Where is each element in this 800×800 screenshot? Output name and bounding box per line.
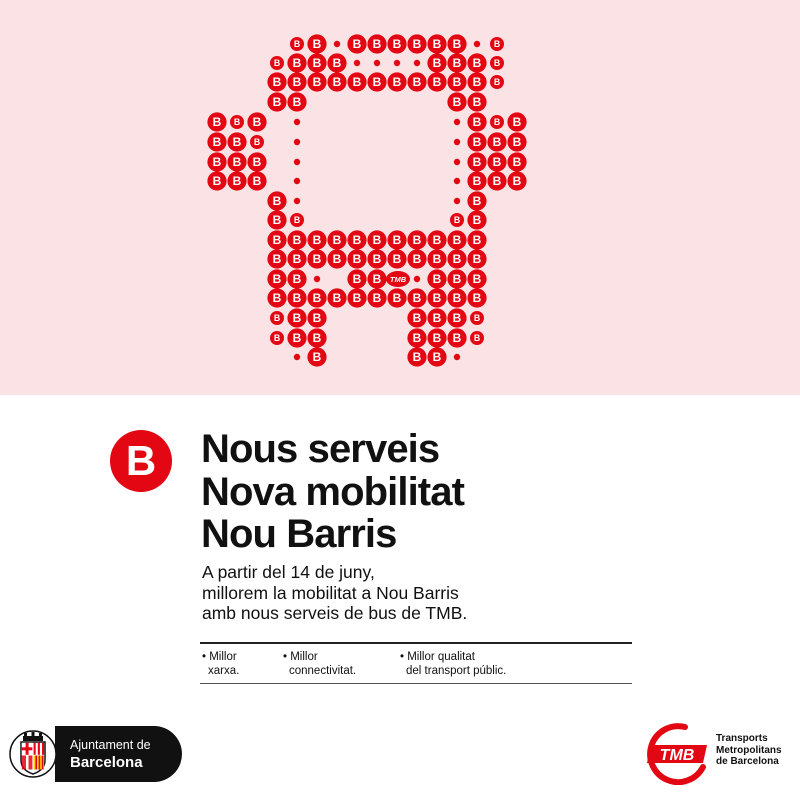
benefit-line1: • Millor bbox=[283, 651, 318, 663]
bus-dot-badge bbox=[427, 230, 446, 249]
svg-text:B: B bbox=[472, 174, 482, 189]
intro-line: millorem la mobilitat a Nou Barris bbox=[202, 582, 459, 603]
bus-dot-badge bbox=[334, 41, 340, 47]
svg-text:B: B bbox=[432, 291, 442, 306]
bus-dot-badge bbox=[427, 72, 446, 91]
benefit-line2: del transport públic. bbox=[406, 664, 507, 677]
svg-text:B: B bbox=[492, 155, 502, 170]
svg-text:B: B bbox=[292, 252, 302, 267]
svg-text:B: B bbox=[392, 37, 402, 52]
svg-text:B: B bbox=[212, 115, 222, 130]
benefit-line2: xarxa. bbox=[208, 664, 240, 677]
bus-dot-badge bbox=[407, 72, 426, 91]
bus-dot-badge bbox=[407, 308, 426, 327]
svg-text:B: B bbox=[512, 135, 522, 150]
bus-dot-badge bbox=[307, 230, 326, 249]
bus-dot-badge bbox=[367, 269, 386, 288]
bus-dot-badge bbox=[207, 132, 226, 151]
bus-dot-badge bbox=[247, 152, 266, 171]
bus-dot-badge bbox=[367, 230, 386, 249]
bus-dot-badge bbox=[327, 288, 346, 307]
svg-text:B: B bbox=[412, 311, 422, 326]
svg-text:B: B bbox=[332, 75, 342, 90]
bus-dot-badge bbox=[287, 308, 306, 327]
bus-dot-badge bbox=[294, 139, 300, 145]
bus-plate-tmb bbox=[386, 271, 410, 287]
bus-dot-badge bbox=[427, 328, 446, 347]
svg-text:B: B bbox=[372, 75, 382, 90]
svg-text:B: B bbox=[332, 291, 342, 306]
bus-dot-badge bbox=[407, 347, 426, 366]
svg-text:B: B bbox=[492, 135, 502, 150]
svg-text:B: B bbox=[232, 174, 242, 189]
svg-text:B: B bbox=[272, 272, 282, 287]
svg-text:B: B bbox=[292, 272, 302, 287]
svg-text:B: B bbox=[212, 135, 222, 150]
tmb-logo-icon bbox=[645, 723, 711, 785]
svg-text:B: B bbox=[472, 56, 482, 71]
bus-dot-badge bbox=[427, 53, 446, 72]
svg-text:B: B bbox=[492, 174, 502, 189]
ajuntament-line1: Ajuntament de bbox=[70, 738, 151, 752]
bus-dot-badge bbox=[270, 331, 284, 345]
svg-text:B: B bbox=[252, 174, 262, 189]
svg-text:B: B bbox=[292, 56, 302, 71]
svg-text:B: B bbox=[352, 272, 362, 287]
svg-text:B: B bbox=[272, 95, 282, 110]
svg-text:B: B bbox=[392, 291, 402, 306]
bus-dot-badge bbox=[354, 60, 360, 66]
svg-text:B: B bbox=[452, 56, 462, 71]
bus-dot-badge bbox=[447, 269, 466, 288]
svg-text:B: B bbox=[312, 331, 322, 346]
bus-dot-badge bbox=[490, 37, 504, 51]
svg-text:B: B bbox=[212, 155, 222, 170]
bus-dot-badge bbox=[367, 72, 386, 91]
svg-text:B: B bbox=[412, 350, 422, 365]
bus-dot-badge bbox=[387, 288, 406, 307]
svg-text:B: B bbox=[472, 233, 482, 248]
bus-dot-badge bbox=[467, 152, 486, 171]
bus-dot-badge bbox=[467, 53, 486, 72]
bus-dot-badge bbox=[507, 152, 526, 171]
bus-dot-badge bbox=[270, 56, 284, 70]
svg-text:B: B bbox=[472, 75, 482, 90]
svg-text:B: B bbox=[293, 214, 301, 225]
svg-text:B: B bbox=[412, 233, 422, 248]
svg-text:B: B bbox=[312, 291, 322, 306]
svg-text:B: B bbox=[472, 213, 482, 228]
bus-dot-badge bbox=[427, 249, 446, 268]
bus-dot-badge bbox=[327, 230, 346, 249]
svg-text:B: B bbox=[472, 115, 482, 130]
svg-text:B: B bbox=[472, 155, 482, 170]
bus-dot-badge bbox=[454, 178, 460, 184]
bus-dot-badge bbox=[307, 308, 326, 327]
bus-dot-badge bbox=[367, 249, 386, 268]
bus-dot-badge bbox=[227, 152, 246, 171]
svg-text:B: B bbox=[493, 38, 501, 49]
svg-text:B: B bbox=[292, 75, 302, 90]
bus-dot-badge bbox=[267, 249, 286, 268]
bus-dot-badge bbox=[207, 152, 226, 171]
benefits-bottom-rule bbox=[200, 683, 632, 684]
bus-dot-badge bbox=[387, 34, 406, 53]
svg-text:B: B bbox=[493, 57, 501, 68]
barcelona-shield-icon bbox=[9, 730, 57, 778]
svg-text:B: B bbox=[412, 291, 422, 306]
svg-text:B: B bbox=[272, 75, 282, 90]
ajuntament-logo bbox=[9, 726, 174, 782]
bus-dot-badge bbox=[507, 171, 526, 190]
svg-text:B: B bbox=[312, 233, 322, 248]
svg-text:B: B bbox=[453, 214, 461, 225]
bus-dot-badge bbox=[347, 249, 366, 268]
bus-dot-badge bbox=[507, 132, 526, 151]
benefit-network bbox=[202, 651, 239, 678]
benefits-top-rule bbox=[200, 642, 632, 644]
svg-text:B: B bbox=[452, 252, 462, 267]
intro-text bbox=[202, 562, 467, 624]
svg-text:B: B bbox=[432, 331, 442, 346]
svg-text:B: B bbox=[452, 311, 462, 326]
bus-dot-badge bbox=[487, 152, 506, 171]
svg-text:B: B bbox=[293, 38, 301, 49]
svg-text:B: B bbox=[412, 37, 422, 52]
svg-text:B: B bbox=[312, 37, 322, 52]
headline bbox=[201, 428, 464, 556]
svg-text:B: B bbox=[412, 252, 422, 267]
svg-text:B: B bbox=[272, 291, 282, 306]
bus-dot-badge bbox=[447, 288, 466, 307]
bus-dot-badge bbox=[467, 72, 486, 91]
bus-dot-badge bbox=[267, 210, 286, 229]
svg-text:B: B bbox=[412, 331, 422, 346]
svg-text:B: B bbox=[432, 272, 442, 287]
bus-dot-badge bbox=[447, 249, 466, 268]
svg-text:B: B bbox=[233, 116, 241, 127]
bus-dot-badge bbox=[450, 213, 464, 227]
bus-dot-badge bbox=[307, 347, 326, 366]
svg-text:B: B bbox=[352, 233, 362, 248]
bus-dot-badge bbox=[290, 213, 304, 227]
bus-dot-badge bbox=[454, 159, 460, 165]
svg-text:B: B bbox=[452, 291, 462, 306]
bus-dot-badge bbox=[407, 249, 426, 268]
bus-dot-badge bbox=[294, 178, 300, 184]
svg-text:B: B bbox=[372, 291, 382, 306]
bus-dot-badge bbox=[427, 347, 446, 366]
bus-dot-badge bbox=[294, 159, 300, 165]
svg-text:B: B bbox=[312, 75, 322, 90]
bus-dot-badge bbox=[307, 53, 326, 72]
hero-banner bbox=[0, 0, 800, 395]
svg-text:B: B bbox=[512, 174, 522, 189]
svg-text:B: B bbox=[472, 135, 482, 150]
svg-text:B: B bbox=[273, 57, 281, 68]
svg-text:B: B bbox=[352, 291, 362, 306]
svg-text:B: B bbox=[212, 174, 222, 189]
svg-text:B: B bbox=[432, 350, 442, 365]
bus-dot-badge bbox=[467, 191, 486, 210]
benefit-line1: • Millor qualitat bbox=[400, 651, 475, 663]
bus-dot-badge bbox=[470, 311, 484, 325]
bus-b-badge-icon bbox=[110, 430, 172, 492]
bus-dot-badge bbox=[327, 72, 346, 91]
bus-dot-badge bbox=[267, 230, 286, 249]
bus-dot-badge bbox=[467, 132, 486, 151]
bus-dot-badge bbox=[267, 92, 286, 111]
bus-dot-badge bbox=[307, 34, 326, 53]
bus-dot-badge bbox=[407, 288, 426, 307]
bus-dot-badge bbox=[287, 249, 306, 268]
svg-text:B: B bbox=[273, 332, 281, 343]
bus-dot-badge bbox=[247, 171, 266, 190]
svg-text:B: B bbox=[432, 233, 442, 248]
svg-text:B: B bbox=[272, 213, 282, 228]
svg-text:B: B bbox=[472, 272, 482, 287]
svg-text:B: B bbox=[392, 75, 402, 90]
svg-text:B: B bbox=[472, 194, 482, 209]
tmb-name bbox=[716, 733, 782, 768]
bus-dot-badge bbox=[507, 112, 526, 131]
bus-dot-badge bbox=[447, 308, 466, 327]
bus-dot-badge bbox=[367, 288, 386, 307]
bus-dot-badge bbox=[374, 60, 380, 66]
svg-text:B: B bbox=[512, 115, 522, 130]
bus-dot-badge bbox=[387, 230, 406, 249]
svg-text:B: B bbox=[252, 155, 262, 170]
bus-dot-badge bbox=[267, 288, 286, 307]
bus-dot-badge bbox=[447, 53, 466, 72]
bus-dot-badge bbox=[490, 75, 504, 89]
bus-dot-badge bbox=[387, 72, 406, 91]
bus-dot-badge bbox=[347, 72, 366, 91]
bus-dot-badge bbox=[467, 288, 486, 307]
svg-text:B: B bbox=[412, 75, 422, 90]
benefit-line2: connectivitat. bbox=[289, 664, 357, 677]
svg-text:B: B bbox=[312, 350, 322, 365]
bus-dot-badge bbox=[347, 34, 366, 53]
bus-dot-badge bbox=[487, 171, 506, 190]
bus-dot-badge bbox=[407, 34, 426, 53]
tmb-name-line: Metropolitans bbox=[716, 744, 782, 756]
bus-dots-illustration bbox=[0, 0, 800, 395]
bus-dot-badge bbox=[487, 132, 506, 151]
svg-text:B: B bbox=[253, 136, 261, 147]
headline-line: Nous serveis bbox=[201, 427, 440, 471]
bus-dot-badge bbox=[367, 34, 386, 53]
bus-dot-badge bbox=[227, 132, 246, 151]
bus-dot-badge bbox=[327, 53, 346, 72]
svg-text:B: B bbox=[312, 56, 322, 71]
bus-dot-badge bbox=[454, 119, 460, 125]
bus-dot-badge bbox=[287, 72, 306, 91]
bus-dot-badge bbox=[267, 269, 286, 288]
svg-text:B: B bbox=[472, 252, 482, 267]
bus-dot-badge bbox=[307, 328, 326, 347]
svg-text:B: B bbox=[473, 312, 481, 323]
svg-text:B: B bbox=[512, 155, 522, 170]
bus-dot-badge bbox=[267, 191, 286, 210]
bus-dot-badge bbox=[267, 72, 286, 91]
svg-text:B: B bbox=[452, 233, 462, 248]
bus-dot-badge bbox=[427, 269, 446, 288]
bus-dot-badge bbox=[290, 37, 304, 51]
svg-text:B: B bbox=[452, 37, 462, 52]
svg-text:B: B bbox=[392, 252, 402, 267]
bus-dot-badge bbox=[467, 112, 486, 131]
intro-line: A partir del 14 de juny, bbox=[202, 562, 375, 582]
bus-dot-badge bbox=[454, 354, 460, 360]
bus-dot-badge bbox=[307, 288, 326, 307]
bus-dot-badge bbox=[474, 41, 480, 47]
benefit-quality bbox=[400, 651, 506, 678]
bus-dot-badge bbox=[227, 171, 246, 190]
bus-dot-badge bbox=[207, 112, 226, 131]
bus-dot-badge bbox=[490, 115, 504, 129]
bus-dot-badge bbox=[347, 230, 366, 249]
svg-text:B: B bbox=[273, 312, 281, 323]
bus-dot-badge bbox=[287, 328, 306, 347]
brand-b-letter: B bbox=[125, 437, 157, 484]
svg-text:B: B bbox=[432, 56, 442, 71]
intro-line: amb nous serveis de bus de TMB. bbox=[202, 603, 468, 623]
svg-text:B: B bbox=[472, 291, 482, 306]
svg-text:B: B bbox=[372, 252, 382, 267]
bus-dot-badge bbox=[394, 60, 400, 66]
svg-text:B: B bbox=[432, 37, 442, 52]
svg-text:B: B bbox=[352, 75, 362, 90]
bus-dot-badge bbox=[407, 328, 426, 347]
svg-text:B: B bbox=[472, 95, 482, 110]
headline-line: Nova mobilitat bbox=[201, 469, 464, 514]
bus-dot-badge bbox=[447, 34, 466, 53]
bus-dot-badge bbox=[467, 171, 486, 190]
svg-text:B: B bbox=[452, 272, 462, 287]
bus-dot-badge bbox=[447, 72, 466, 91]
bus-dot-badge bbox=[327, 249, 346, 268]
bus-dot-badge bbox=[427, 34, 446, 53]
svg-text:B: B bbox=[493, 116, 501, 127]
svg-text:B: B bbox=[352, 37, 362, 52]
svg-text:B: B bbox=[292, 95, 302, 110]
svg-text:B: B bbox=[252, 115, 262, 130]
bus-dot-badge bbox=[490, 56, 504, 70]
svg-text:B: B bbox=[352, 252, 362, 267]
ajuntament-line2: Barcelona bbox=[70, 754, 143, 771]
bus-dot-badge bbox=[427, 288, 446, 307]
svg-text:B: B bbox=[292, 291, 302, 306]
bus-dot-badge bbox=[287, 288, 306, 307]
bus-dot-badge bbox=[447, 92, 466, 111]
svg-text:B: B bbox=[292, 331, 302, 346]
svg-text:B: B bbox=[292, 233, 302, 248]
bus-dot-badge bbox=[307, 72, 326, 91]
bus-dot-badge bbox=[467, 249, 486, 268]
svg-text:B: B bbox=[432, 75, 442, 90]
bus-dot-badge bbox=[470, 331, 484, 345]
bus-dot-badge bbox=[230, 115, 244, 129]
svg-text:B: B bbox=[272, 233, 282, 248]
tmb-logo-text: TMB bbox=[659, 747, 695, 764]
svg-text:B: B bbox=[232, 155, 242, 170]
bus-dot-badge bbox=[454, 198, 460, 204]
bus-dot-badge bbox=[467, 92, 486, 111]
bus-dot-badge bbox=[294, 119, 300, 125]
bus-dot-badge bbox=[347, 269, 366, 288]
bus-dot-badge bbox=[467, 269, 486, 288]
svg-text:B: B bbox=[372, 233, 382, 248]
svg-text:TMB: TMB bbox=[389, 275, 407, 284]
svg-text:B: B bbox=[392, 233, 402, 248]
svg-text:B: B bbox=[272, 252, 282, 267]
svg-text:B: B bbox=[372, 37, 382, 52]
bus-dot-badge bbox=[347, 288, 366, 307]
svg-text:B: B bbox=[372, 272, 382, 287]
bus-dot-badge bbox=[467, 210, 486, 229]
bus-dot-badge bbox=[314, 276, 320, 282]
bus-dot-badge bbox=[454, 139, 460, 145]
benefit-line1: • Millor bbox=[202, 651, 237, 663]
bus-dot-badge bbox=[207, 171, 226, 190]
bus-dot-badge bbox=[287, 53, 306, 72]
tmb-name-line: Transports bbox=[716, 733, 768, 744]
svg-text:B: B bbox=[452, 75, 462, 90]
bus-dot-badge bbox=[270, 311, 284, 325]
svg-text:B: B bbox=[452, 331, 462, 346]
bus-dot-badge bbox=[287, 230, 306, 249]
bus-dot-badge bbox=[447, 230, 466, 249]
bus-dot-badge bbox=[294, 354, 300, 360]
bus-dot-badge bbox=[287, 92, 306, 111]
bus-dot-badge bbox=[414, 60, 420, 66]
bus-dot-badge bbox=[414, 276, 420, 282]
svg-text:B: B bbox=[473, 332, 481, 343]
svg-text:B: B bbox=[312, 252, 322, 267]
svg-text:B: B bbox=[332, 233, 342, 248]
bus-dot-badge bbox=[387, 249, 406, 268]
bus-dot-badge bbox=[250, 135, 264, 149]
bus-dot-badge bbox=[467, 230, 486, 249]
bus-dot-badge bbox=[407, 230, 426, 249]
svg-text:B: B bbox=[272, 194, 282, 209]
bus-dot-badge bbox=[447, 328, 466, 347]
tmb-name-line: de Barcelona bbox=[716, 756, 779, 767]
bus-dot-badge bbox=[287, 269, 306, 288]
svg-text:B: B bbox=[292, 311, 302, 326]
svg-text:B: B bbox=[452, 95, 462, 110]
svg-text:B: B bbox=[312, 311, 322, 326]
svg-text:B: B bbox=[432, 252, 442, 267]
svg-text:B: B bbox=[493, 76, 501, 87]
bus-dot-badge bbox=[294, 198, 300, 204]
svg-text:B: B bbox=[332, 56, 342, 71]
svg-text:B: B bbox=[432, 311, 442, 326]
headline-line: Nou Barris bbox=[201, 512, 397, 556]
benefit-connectivity bbox=[283, 651, 356, 678]
svg-text:B: B bbox=[232, 135, 242, 150]
bus-dot-badge bbox=[427, 308, 446, 327]
bus-dot-badge bbox=[307, 249, 326, 268]
bus-dot-badge bbox=[247, 112, 266, 131]
svg-text:B: B bbox=[332, 252, 342, 267]
